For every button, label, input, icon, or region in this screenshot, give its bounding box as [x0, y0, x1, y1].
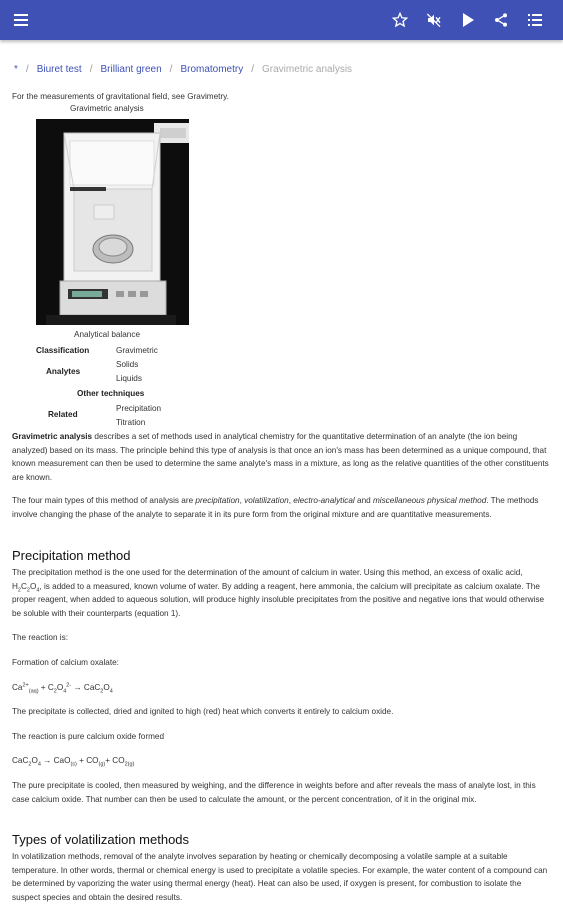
- subscript: 2: [26, 587, 30, 594]
- paragraph-text: , is added to a measured, known volume of water. By adding a reagent, here ammonia, the calcium will precipitate as calcium oxalate. The proper reagent, when added to aqueous solution, will produce highly insoluble precipitates from the positive and negative ions that would otherwise be soluble with their counterparts (equation 1).: [12, 581, 545, 618]
- subscript: (s): [70, 761, 77, 768]
- type-term: precipitation: [195, 496, 240, 505]
- volatilization-paragraph: In volatilization methods, removal of the analyte involves separation by heating or chemically decomposing a volatile sample at a suitable temperature. In other words, thermal or chemical energy is used to precipitate a volatile species. For example, the water content of a compound can be determined by vaporizing the water using thermal energy (heat). Heat can also be used, if oxygen is present, for combustion to isolate the suspect species and obtain the desired results.: [12, 852, 548, 902]
- infobox-caption: Analytical balance: [74, 330, 140, 339]
- type-term: volatilization: [244, 496, 289, 505]
- subscript: (aq): [28, 688, 39, 695]
- subscript: 4: [63, 688, 67, 695]
- intro-bold-term: Gravimetric analysis: [12, 432, 93, 441]
- equation-text: O: [56, 683, 64, 692]
- breadcrumb-current: Gravimetric analysis: [262, 64, 353, 75]
- subscript: 4: [36, 587, 40, 594]
- equation-text: + C: [38, 683, 54, 692]
- reaction-label: The reaction is:: [12, 633, 68, 642]
- breadcrumb-home[interactable]: *: [14, 64, 18, 75]
- infobox-other-techniques: Other techniques: [77, 389, 145, 398]
- infobox-classification-label: Classification: [36, 346, 90, 355]
- infobox-related-value: Precipitation: [116, 404, 162, 413]
- share-icon[interactable]: [484, 0, 518, 40]
- breadcrumb-item[interactable]: Brilliant green: [100, 64, 162, 75]
- pure-formed-label: The reaction is pure calcium oxide formed: [12, 732, 164, 741]
- infobox-related-value: Titration: [116, 418, 146, 427]
- hamburger-menu-icon[interactable]: [4, 0, 38, 40]
- types-text: ,: [239, 496, 245, 505]
- subscript: 4: [37, 761, 41, 768]
- breadcrumb-item[interactable]: Biuret test: [36, 64, 82, 75]
- equation-text: → CaC: [71, 683, 101, 692]
- final-paragraph: The pure precipitate is cooled, then measured by weighing, and the difference in weights before and after reveals the mass of analyte lost, in this case calcium oxide. That number can then be used to calculate the amount, or the percent concentration, of it in the original mix.: [12, 781, 536, 804]
- equation-text: Ca: [12, 683, 23, 692]
- mute-icon[interactable]: [417, 0, 451, 40]
- subscript: 2: [100, 688, 104, 695]
- types-text: The four main types of this method of analysis are: [12, 496, 196, 505]
- section-heading: Types of volatilization methods: [12, 832, 190, 847]
- intro-text: describes a set of methods used in analytical chemistry for the quantitative determination of an analyte (the ion being analyzed) based on its mass. The principle behind this type of analysis is that once an ion's mass has been determined as a unique compound, that known measurement can then be used to determine the same analyte's mass in a mixture, as long as the relative quantities of the other constituents are known.: [12, 432, 549, 482]
- subscript: 2: [124, 761, 128, 768]
- type-term: electro-analytical: [293, 496, 355, 505]
- play-icon[interactable]: [451, 0, 485, 40]
- equation-1: [12, 681, 550, 695]
- app-bar: [0, 0, 563, 40]
- subscript: 2: [53, 688, 57, 695]
- section-heading: Precipitation method: [12, 548, 131, 563]
- superscript: 2-: [66, 682, 72, 689]
- types-paragraph: [12, 494, 550, 521]
- intro-paragraph: [12, 430, 550, 484]
- equation-2: [12, 754, 550, 768]
- types-text: ,: [288, 496, 294, 505]
- paragraph-text: O: [29, 581, 37, 591]
- infobox-classification-value: Gravimetric: [116, 346, 158, 355]
- infobox-title: Gravimetric analysis: [70, 104, 144, 113]
- equation-text: O: [103, 683, 110, 692]
- paragraph-text: C: [20, 581, 27, 591]
- types-text: . The methods involve changing the phase of the analyte to separate it in its pure form from the original mixture and are quantitative measurements.: [12, 496, 539, 519]
- breadcrumb-item[interactable]: Bromatometry: [180, 64, 244, 75]
- analytical-balance-image: [36, 119, 189, 325]
- type-term: miscellaneous physical method: [372, 496, 487, 505]
- breadcrumb: [14, 64, 352, 75]
- breadcrumb-separator: /: [169, 64, 173, 75]
- infobox-analytes-value: Solids: [116, 360, 139, 369]
- breadcrumb-separator: /: [251, 64, 255, 75]
- paragraph-text: The precipitation method is the one used for the determination of the amount of calcium in water. Using this method, an excess of oxalic acid, H: [12, 568, 523, 591]
- infobox-related-label: Related: [48, 410, 78, 419]
- equation-text: + CO: [76, 756, 99, 765]
- subscript: 2: [17, 587, 21, 594]
- toc-icon[interactable]: [518, 0, 552, 40]
- collected-paragraph: The precipitate is collected, dried and ignited to high (red) heat which converts it entirely to calcium oxide.: [12, 707, 394, 716]
- subscript: 4: [109, 688, 113, 695]
- equation-text: O: [31, 756, 38, 765]
- star-icon[interactable]: [383, 0, 417, 40]
- subscript: (g): [98, 761, 106, 768]
- equation-text: + CO: [105, 756, 125, 765]
- subscript: 2: [28, 761, 32, 768]
- breadcrumb-separator: /: [25, 64, 29, 75]
- subscript: (g): [127, 761, 135, 768]
- equation-text: CaC: [12, 756, 29, 765]
- types-text: and: [354, 496, 373, 505]
- infobox-analytes-label: Analytes: [46, 367, 81, 376]
- superscript: 2+: [22, 682, 29, 689]
- breadcrumb-separator: /: [89, 64, 93, 75]
- equation-text: → CaO: [40, 756, 71, 765]
- formation-label: Formation of calcium oxalate:: [12, 658, 119, 667]
- hatnote: For the measurements of gravitational field, see Gravimetry.: [12, 92, 229, 101]
- infobox-analytes-value: Liquids: [116, 374, 142, 383]
- precipitation-paragraph: [12, 566, 550, 620]
